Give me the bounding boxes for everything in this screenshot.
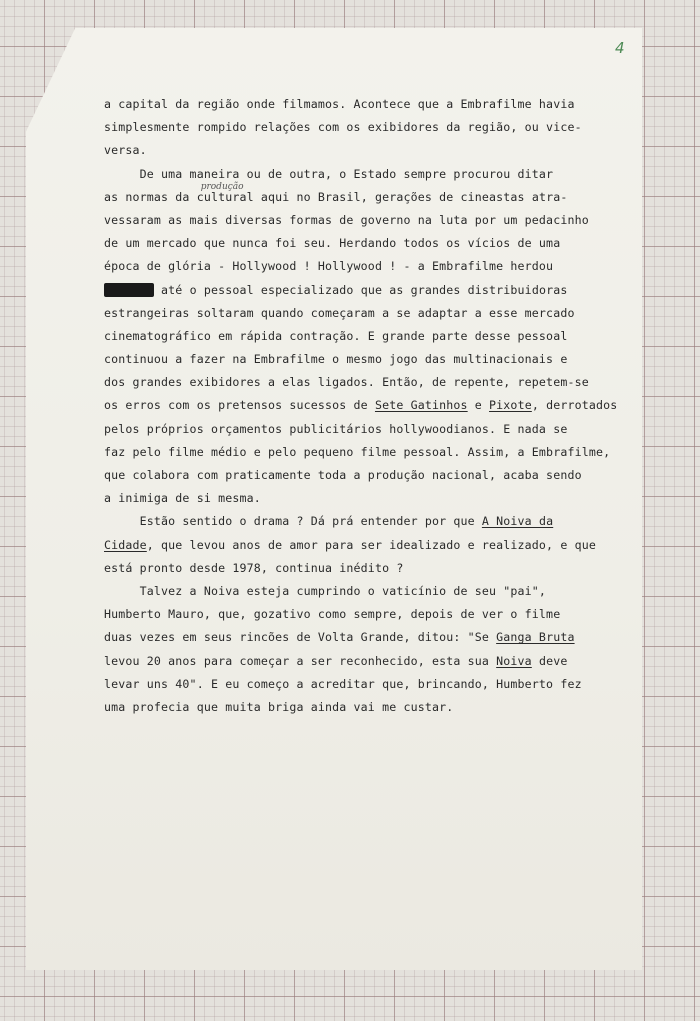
text-segment: as normas da <box>104 189 197 204</box>
text-line <box>104 139 604 162</box>
text-segment: Humberto Mauro, que, gozativo como sempre, depois de ver o filme <box>104 607 561 622</box>
text-segment: pelos próprios orçamentos publicitários hollywoodianos. E nada se <box>104 421 568 436</box>
text-line <box>104 510 604 533</box>
text-line <box>104 371 604 394</box>
text-line <box>104 181 604 209</box>
text-segment: vessaram as mais diversas formas de governo na luta por um pedacinho <box>104 212 589 227</box>
text-line <box>104 93 604 116</box>
underlined-title: Noiva <box>496 653 532 668</box>
annotation-anchor <box>196 181 254 204</box>
text-line <box>104 348 604 371</box>
text-segment: até o pessoal especializado que as grandes distribuidoras <box>153 282 568 297</box>
text-line <box>104 163 604 186</box>
text-line <box>104 464 604 487</box>
paragraph <box>104 510 604 580</box>
text-segment: levou 20 anos para começar a ser reconhecido, esta sua <box>104 653 497 668</box>
underlined-title: Sete Gatinhos <box>374 398 468 413</box>
underlined-title: A Noiva da <box>481 514 554 529</box>
text-segment: que colabora com praticamente toda a produção nacional, acaba sendo <box>104 468 582 482</box>
text-line <box>104 279 604 302</box>
text-segment: de um mercado que nunca foi seu. Herdando todos os vícios de uma <box>104 236 561 251</box>
text-segment: aqui no Brasil, gerações de cineastas atra- <box>253 189 568 204</box>
text-segment: uma profecia que muita briga ainda vai me custar. <box>104 699 454 714</box>
text-segment: De uma maneira ou de outra, o Estado sempre procurou ditar <box>104 166 554 181</box>
text-line <box>104 696 604 719</box>
text-line <box>104 255 604 278</box>
annotated-word: cultural <box>196 189 254 204</box>
text-line <box>104 580 604 603</box>
page-number: 4 <box>615 39 625 57</box>
paragraph <box>104 580 604 719</box>
text-line <box>104 650 604 673</box>
text-segment: faz pelo filme médio e pelo pequeno filme pessoal. Assim, a Embrafilme, <box>104 444 611 459</box>
text-line <box>104 418 604 441</box>
text-line <box>104 232 604 255</box>
text-segment: dos grandes exibidores a elas ligados. Então, de repente, repetem-se <box>104 375 589 390</box>
text-segment: levar uns 40". E eu começo a acreditar que, brincando, Humberto fez <box>104 676 582 691</box>
text-line <box>104 534 604 557</box>
text-segment: versa. <box>104 143 147 158</box>
text-line <box>104 603 604 626</box>
text-line <box>104 557 604 580</box>
text-segment: continuou a fazer na Embrafilme o mesmo jogo das multinacionais e <box>104 352 568 367</box>
text-segment: deve <box>531 653 568 668</box>
underlined-title: Pixote <box>489 398 532 413</box>
text-line <box>104 441 611 464</box>
text-line <box>104 394 618 417</box>
text-line <box>104 209 604 232</box>
text-segment: a capital da região onde filmamos. Acontece que a Embrafilme havia <box>104 97 575 111</box>
paragraph <box>104 163 618 511</box>
text-segment: a inimiga de si mesma. <box>104 491 261 506</box>
text-segment: e <box>467 398 490 413</box>
text-line <box>104 302 604 325</box>
text-line <box>104 325 604 348</box>
text-segment: os erros com os pretensos sucessos de <box>104 398 375 413</box>
text-segment: , derrotados <box>531 398 618 413</box>
typed-text-body <box>104 93 618 719</box>
underlined-title: Cidade <box>104 537 147 552</box>
text-segment: Talvez a Noiva esteja cumprindo o vaticínio de seu "pai", <box>104 583 547 598</box>
text-segment: cinematográfico em rápida contração. E grande parte desse pessoal <box>104 328 568 343</box>
text-segment: simplesmente rompido relações com os exibidores da região, ou vice- <box>104 120 582 135</box>
text-segment: época de glória - Hollywood ! Hollywood ! - a Embrafilme herdou <box>104 259 554 274</box>
text-segment: , que levou anos de amor para ser idealizado e realizado, e que <box>146 537 596 552</box>
struck-out-word <box>104 283 154 297</box>
underlined-title: Ganga Bruta <box>496 630 575 645</box>
text-line <box>104 116 604 139</box>
text-line <box>104 626 604 649</box>
text-segment: está pronto desde 1978, continua inédito ? <box>104 560 404 575</box>
text-segment: Estão sentido o drama ? Dá prá entender por que <box>104 514 482 529</box>
text-segment: estrangeiras soltaram quando começaram a se adaptar a esse mercado <box>104 305 575 320</box>
text-line <box>104 673 604 696</box>
paragraph <box>104 93 604 163</box>
handwritten-annotation: produção <box>200 181 244 192</box>
text-line <box>104 487 604 510</box>
text-segment: duas vezes em seus rincões de Volta Grande, ditou: "Se <box>104 630 497 645</box>
